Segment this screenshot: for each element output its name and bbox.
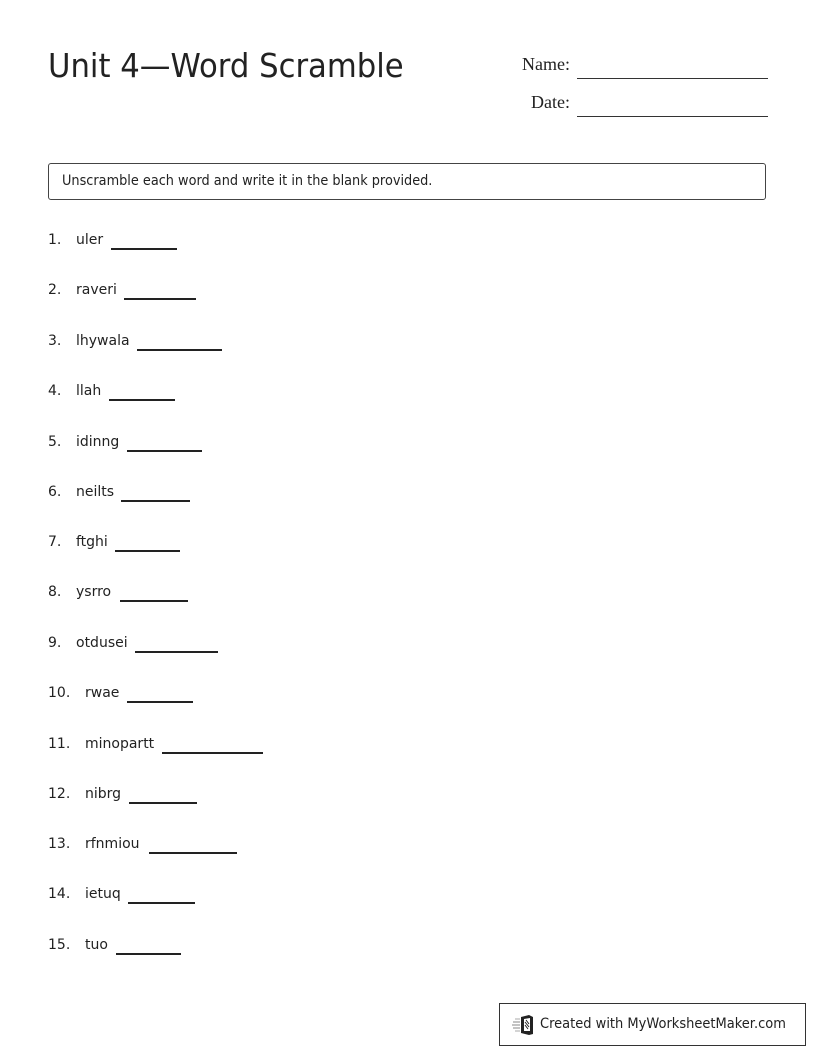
item-number: 5. [48,434,62,450]
answer-blank [115,550,180,552]
answer-blank [128,902,195,904]
scrambled-word: ietuq [85,886,121,902]
answer-blank [162,752,263,754]
date-blank [577,116,768,117]
item-number: 6. [48,484,62,500]
item-number: 14. [48,886,71,902]
item-number: 7. [48,534,62,550]
scrambled-word: llah [76,383,102,399]
scrambled-word: lhywala [76,333,130,349]
answer-blank [149,852,237,854]
item-number: 8. [48,584,62,600]
date-field [500,92,768,122]
scrambled-word: ftghi [76,534,108,550]
scrambled-word: nibrg [85,786,122,802]
item-number: 15. [48,937,71,953]
scrambled-word: tuo [85,937,108,953]
item-number: 13. [48,836,71,852]
item-number: 10. [48,685,71,701]
scrambled-word: uler [76,232,104,248]
item-number: 1. [48,232,62,248]
answer-blank [111,248,177,250]
item-number: 4. [48,383,62,399]
worksheet-logo-icon [512,1014,536,1036]
item-number: 11. [48,736,71,752]
answer-blank [120,600,188,602]
name-field [500,54,768,84]
date-label: Date: [531,92,570,112]
scrambled-word: rfnmiou [85,836,140,852]
scrambled-word: idinng [76,434,120,450]
answer-blank [127,450,202,452]
item-number: 12. [48,786,71,802]
scrambled-word: neilts [76,484,115,500]
instructions-box [48,163,766,200]
answer-blank [121,500,190,502]
footer-credit[interactable] [499,1003,806,1046]
scrambled-word: rwae [85,685,120,701]
item-number: 2. [48,282,62,298]
scrambled-word: ysrro [76,584,112,600]
answer-blank [129,802,197,804]
answer-blank [109,399,175,401]
worksheet-title: Unit 4—Word Scramble [48,46,404,85]
item-number: 3. [48,333,62,349]
name-label: Name: [522,54,570,74]
answer-blank [116,953,181,955]
scrambled-word: otdusei [76,635,128,651]
answer-blank [127,701,193,703]
footer-text: Created with MyWorksheetMaker.com [540,1016,786,1032]
answer-blank [124,298,196,300]
instructions-text: Unscramble each word and write it in the blank provided. [62,173,433,189]
name-blank [577,78,768,79]
scrambled-word: minopartt [85,736,155,752]
answer-blank [137,349,222,351]
scrambled-word: raveri [76,282,117,298]
item-number: 9. [48,635,62,651]
answer-blank [135,651,218,653]
